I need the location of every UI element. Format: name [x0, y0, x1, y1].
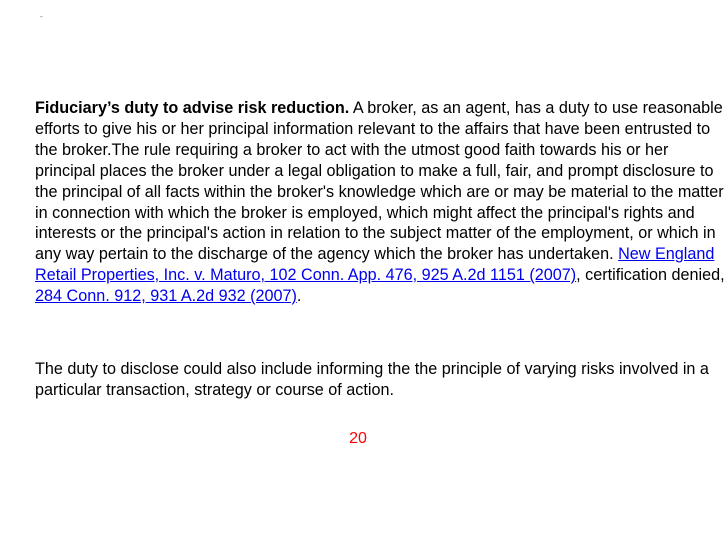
corner-mark: - [40, 12, 43, 21]
citation-connector: , certification denied, [576, 266, 725, 285]
page-number: 20 [349, 430, 367, 447]
paragraph-end: . [296, 287, 302, 306]
duty-to-disclose-paragraph: The duty to disclose could also include informing the the principle of varying risks involved in a particular transaction, strategy or course of action. [35, 360, 709, 399]
paragraph-heading: Fiduciary’s duty to advise risk reduction. [35, 99, 350, 117]
citation-link-maturo[interactable]: New England Retail Properties, Inc. v. Maturo, 102 Conn. App. 476, 925 A.2d 1151 (2007) [35, 245, 715, 285]
citation-link-conn[interactable]: 284 Conn. 912, 931 A.2d 932 (2007) [35, 287, 297, 306]
fiduciary-duty-paragraph [35, 98, 725, 307]
paragraph-body: A broker, as an agent, has a duty to use reasonable efforts to give his or her principal information relevant to the affairs that have been entrusted to the broker.The rule requiring a broker to act with the utmost good faith towards his or her principal places the broker under a legal obligation to make a full, fair, and prompt disclosure to the principal of all facts within the broker's knowledge which are or may be material to the matter in connection with which the broker is employed, which might affect the principal's rights and interests or the principal's action in relation to the subject matter of the employment, or which in any way pertain to the discharge of the agency which the broker has undertaken. [35, 99, 724, 264]
